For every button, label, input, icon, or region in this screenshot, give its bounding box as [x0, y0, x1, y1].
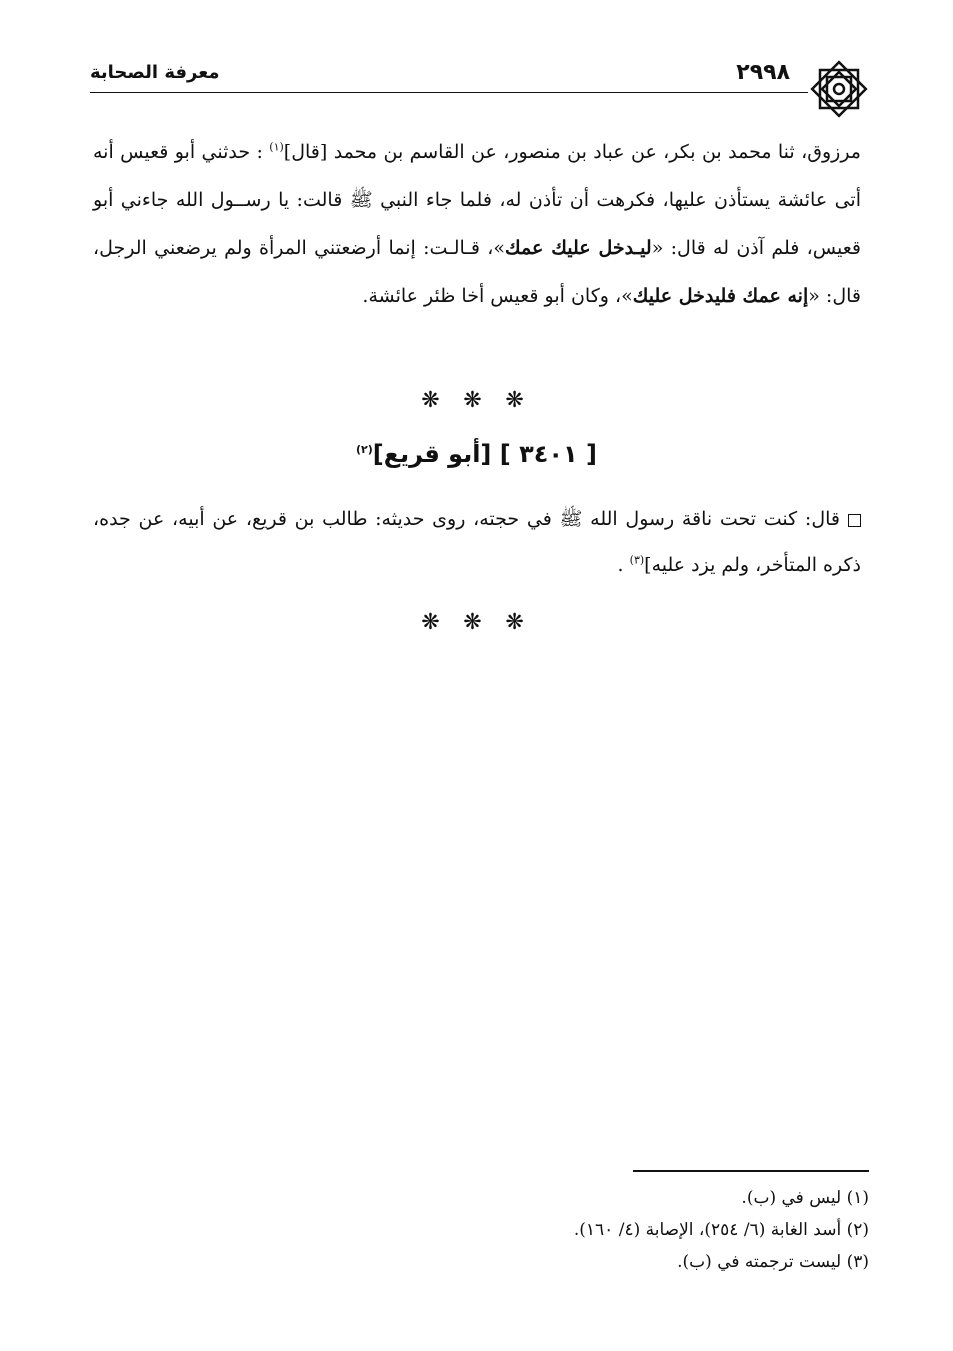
- footnote-rule: [633, 1170, 869, 1172]
- text-line: مرزوق، ثنا محمد بن بكر، عن عباد بن منصور، عن القاسم بن محمد [قال]: [283, 141, 861, 163]
- footnote: (٣) ليست ترجمته في (ب).: [677, 1252, 869, 1272]
- hadith-quote: إنه عمك فليدخل عليك: [632, 285, 809, 307]
- footnote: (١) ليس في (ب).: [741, 1188, 869, 1208]
- footnote-ref: (١): [269, 140, 284, 154]
- running-title: معرفة الصحابة: [90, 62, 220, 83]
- text-line: »، وكان أبو قعيس: [490, 285, 633, 307]
- entry-heading: [0, 440, 953, 468]
- entry-text-end: .: [617, 554, 630, 576]
- entry-text: قال: كنت تحت ناقة رسول الله ﷺ في حجته، روى حديثه: طالب بن قريع، عن أبيه، عن جده، ذكره المتأخر، ولم يزد عليه]: [93, 508, 861, 576]
- page-header: [90, 58, 870, 102]
- square-bullet-icon: [848, 514, 861, 527]
- text-line: أخا ظئر عائشة.: [362, 285, 485, 307]
- text-line: رســول الله جاءني أبو قعيس، فلم آذن له قال: «: [93, 189, 861, 259]
- text-line: أرضعتني المرأة ولم يرضعني الرجل، قال: «: [93, 237, 861, 307]
- page-number: ٢٩٩٨: [736, 60, 790, 85]
- section-separator: ❋ ❋ ❋: [421, 388, 532, 413]
- section-separator: ❋ ❋ ❋: [421, 610, 532, 635]
- footnotes: [169, 1182, 869, 1278]
- footnote: (٢) أسد الغابة (٦/ ٢٥٤)، الإصابة (٤/ ١٦٠).: [573, 1220, 869, 1240]
- entry-number: [ ٣٤٠١ ]: [499, 440, 597, 468]
- text-line: : حدثني: [201, 141, 270, 163]
- entry-name: [أبو قريع]: [372, 440, 500, 468]
- text-line: أبو قعيس أنه أتى عائشة يستأذن عليها، فكرهت أن تأذن له، فلما جاء النبي ﷺ قالت: يا: [93, 141, 861, 211]
- footnote-ref: (٣): [629, 553, 645, 567]
- octagram-ornament-icon: [808, 58, 870, 120]
- main-paragraph: [93, 128, 861, 320]
- footnote-ref: (٢): [355, 443, 373, 456]
- text-line: »، قـالـت: إنما: [388, 237, 506, 259]
- header-rule: [90, 92, 808, 93]
- entry-paragraph: [93, 496, 861, 588]
- hadith-quote: ليـدخل عليك عمك: [505, 237, 652, 259]
